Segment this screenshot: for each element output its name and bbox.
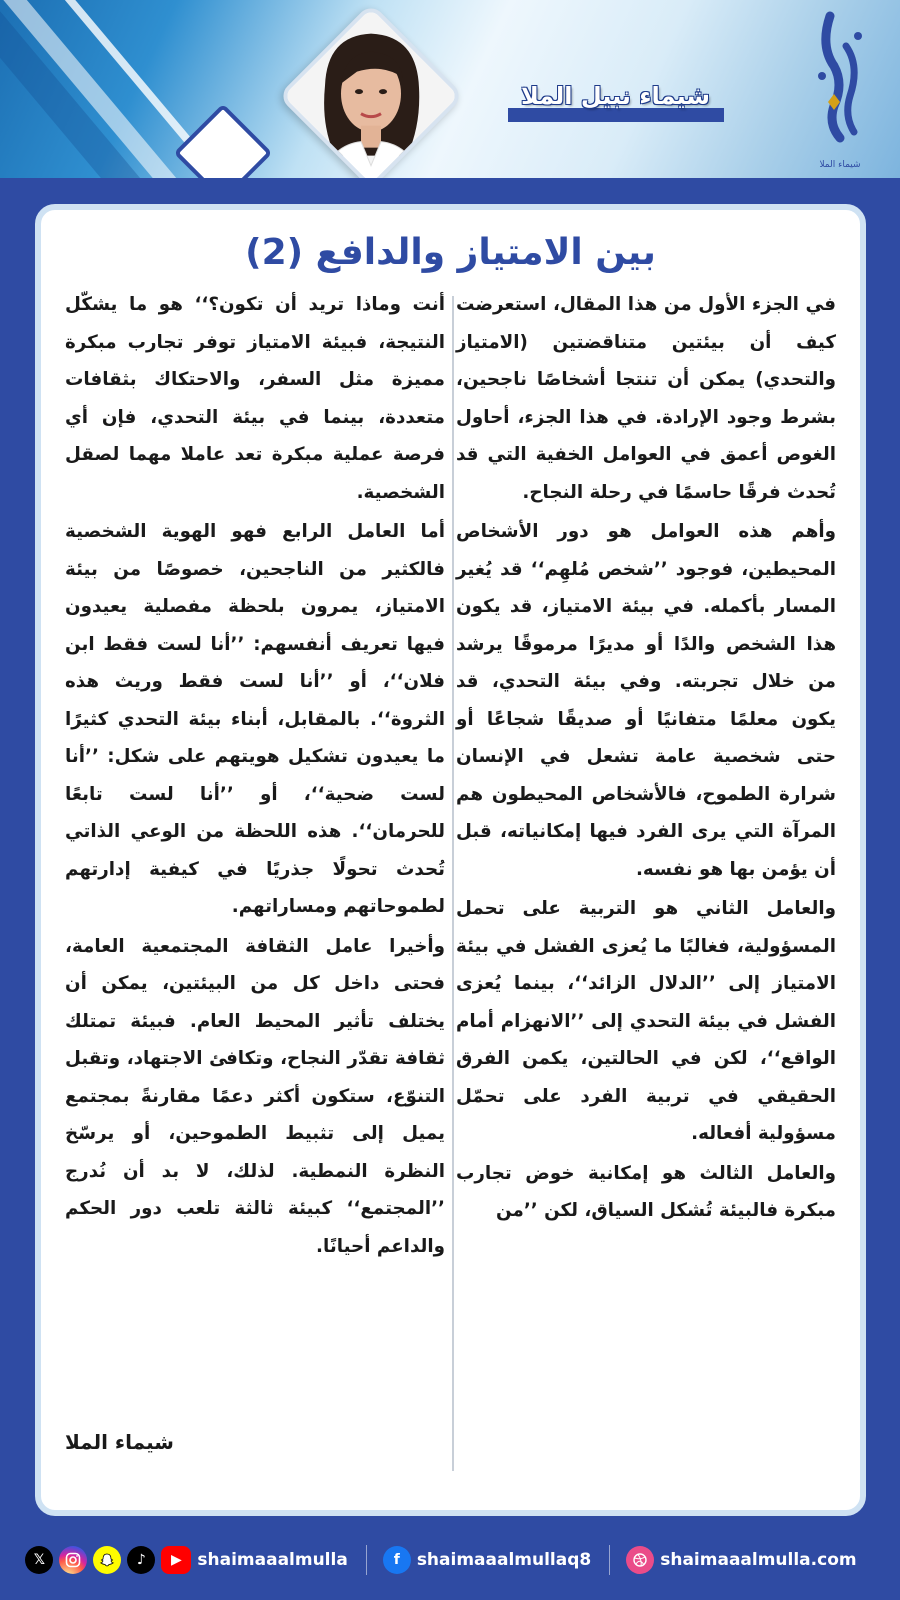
column-divider xyxy=(452,296,454,1471)
x-icon[interactable]: 𝕏 xyxy=(25,1546,53,1574)
tiktok-icon[interactable]: ♪ xyxy=(127,1546,155,1574)
paragraph: وأهم هذه العوامل هو دور الأشخاص المحيطين، فوجود ’’شخص مُلهِم‘‘ قد يُغير المسار بأكمله. في بيئة الامتياز، قد يكون هذا الشخص والدًا أو مديرًا مرموقًا يرشد من خلال تجربته. وفي بيئة التحدي، قد يكون معلمًا متفانيًا أو صديقًا شجاعًا أو حتى شخصية عامة تشعل في الإنسان شرارة الطموح، فالأشخاص المحيطون هم المرآة التي يرى الفرد فيها إمكانياته، قبل أن يؤمن بها هو نفسه. xyxy=(456,521,836,880)
social-footer xyxy=(0,1532,900,1588)
author-name-bar xyxy=(508,80,724,122)
youtube-icon[interactable]: ▶ xyxy=(161,1546,191,1574)
header-banner xyxy=(0,0,900,178)
brand-logo xyxy=(800,6,880,174)
paragraph: أنت وماذا تريد أن تكون؟‘‘ هو ما يشكّل النتيجة، فبيئة الامتياز توفر تجارب مبكرة مميزة مثل السفر، والاحتكاك بثقافات متعددة، بينما في بيئة التحدي، فإن أي فرصة عملية مبكرة تعد عاملا مهما لصقل الشخصية. xyxy=(65,294,445,503)
social-handle[interactable]: shaimaaalmulla xyxy=(197,1550,348,1570)
paragraph: في الجزء الأول من هذا المقال، استعرضت كيف أن بيئتين متناقضتين (الامتياز والتحدي) يمكن أن تنتجا أشخاصًا ناجحين، بشرط وجود الإرادة. في هذا الجزء، أحاول الغوص أعمق في العوامل الخفية التي قد تُحدث فرقًا حاسمًا في رحلة النجاح. xyxy=(456,294,836,503)
facebook-icon[interactable]: f xyxy=(383,1546,411,1574)
website-icon[interactable] xyxy=(626,1546,654,1574)
author-portrait xyxy=(278,3,465,178)
author-signature: شيماء الملا xyxy=(65,1430,174,1454)
author-photo-icon xyxy=(278,6,465,178)
website-link[interactable]: shaimaaalmulla.com xyxy=(660,1550,857,1570)
calligraphy-logo-icon xyxy=(800,6,880,156)
paragraph: أما العامل الرابع فهو الهوية الشخصية فالكثير من الناجحين، خصوصًا من بيئة الامتياز، يمرون بلحظة مفصلية يعيدون فيها تعريف أنفسهم: ’’أنا لست فقط ابن فلان‘‘، أو ’’أنا لست فقط وريث هذه الثروة‘‘. بالمقابل، أبناء بيئة التحدي كثيرًا ما يعيدون تشكيل هويتهم على شكل: ’’أنا لست ضحية‘‘، أو ’’أنا لست تابعًا للحرمان‘‘. هذه اللحظة من الوعي الذاتي تُحدث تحولًا جذريًا في كيفية إدارتهم لطموحاتهم ومساراتهم. xyxy=(65,521,445,917)
paragraph: وأخيرا عامل الثقافة المجتمعية العامة، فحتى داخل كل من البيئتين، يمكن أن يختلف تأثير المحيط العام. فبيئة تمتلك ثقافة تقدّر النجاح، وتكافئ الاجتهاد، وتقبل التنوّع، ستكون أكثر دعمًا مقارنةً بمجتمع يميل إلى تثبيط الطموحين، أو يرسّخ النظرة النمطية. لذلك، لا بد أن نُدرج ’’المجتمع‘‘ كبيئة ثالثة تلعب دور الحكم والداعم أحيانًا. xyxy=(65,935,445,1257)
footer-separator xyxy=(609,1545,610,1575)
footer-separator xyxy=(366,1545,367,1575)
decor-diamond xyxy=(174,104,273,178)
article-card xyxy=(35,204,866,1516)
facebook-handle[interactable]: shaimaaalmullaq8 xyxy=(416,1550,592,1570)
paragraph: والعامل الثالث هو إمكانية خوض تجارب مبكرة فالبيئة تُشكل السياق، لكن ’’من xyxy=(456,1162,836,1221)
article-column-right xyxy=(456,286,836,1232)
article-title: بين الامتياز والدافع (2) xyxy=(245,232,656,273)
author-name: شيماء نبيل الملا xyxy=(520,82,710,110)
name-underline xyxy=(508,108,724,122)
logo-caption: شيماء الملا xyxy=(819,160,861,170)
paragraph: والعامل الثاني هو التربية على تحمل المسؤولية، فغالبًا ما يُعزى الفشل في بيئة الامتياز إلى ’’الدلال الزائد‘‘، بينما يُعزى الفشل في بيئة التحدي إلى ’’الانهزام أمام الواقع‘‘، لكن في الحالتين، يكمن الفرق الحقيقي في تربية الفرد على تحمّل مسؤولية أفعاله. xyxy=(456,898,836,1144)
article-column-left xyxy=(65,286,445,1267)
instagram-icon[interactable] xyxy=(59,1546,87,1574)
snapchat-icon[interactable] xyxy=(93,1546,121,1574)
